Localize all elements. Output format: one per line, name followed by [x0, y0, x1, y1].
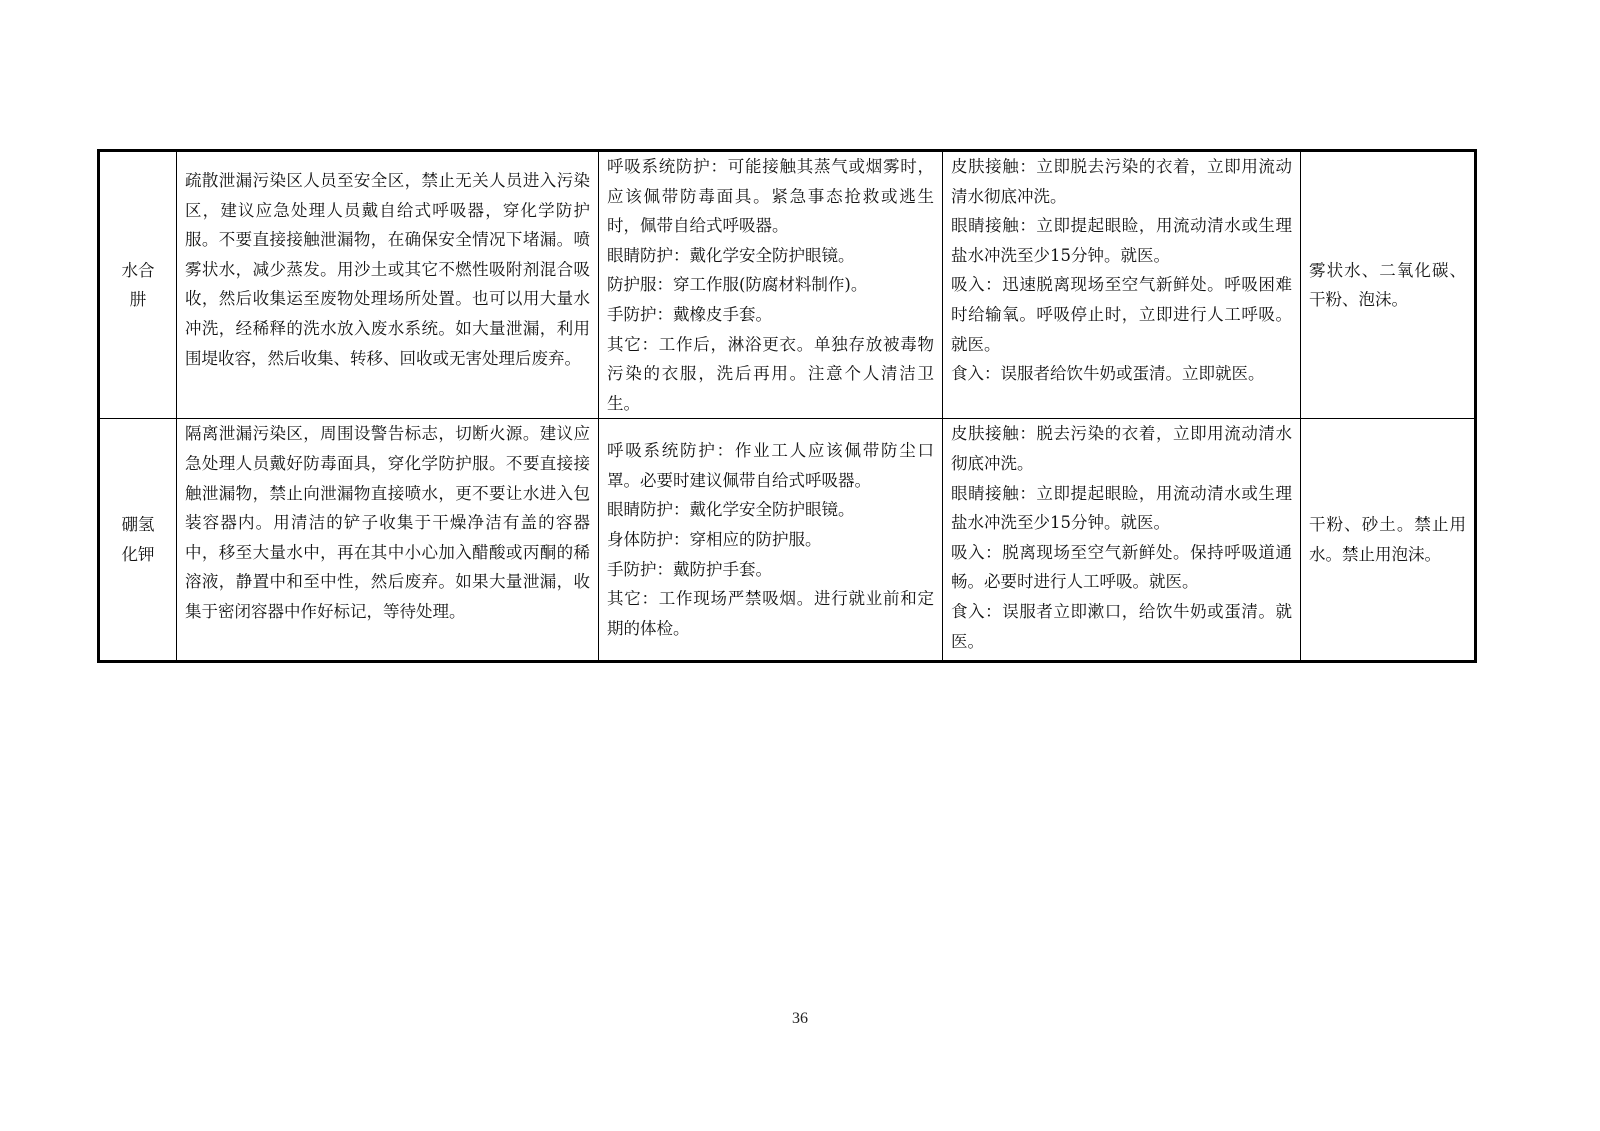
protection-item: 其它：工作现场严禁吸烟。进行就业前和定期的体检。 — [607, 589, 934, 638]
chemical-name-cell — [99, 419, 177, 662]
protection-item: 呼吸系统防护：作业工人应该佩带防尘口罩。必要时建议佩带自给式呼吸器。 — [607, 441, 934, 490]
table-row — [99, 419, 1476, 662]
protection-cell — [599, 151, 943, 419]
extinguish-text: 干粉、砂土。禁止用水。禁止用泡沫。 — [1309, 515, 1466, 564]
spill-response-cell — [177, 151, 599, 419]
page-number: 36 — [792, 1010, 808, 1027]
spill-response-text: 疏散泄漏污染区人员至安全区，禁止无关人员进入污染区，建议应急处理人员戴自给式呼吸器，穿化学防护服。不要直接接触泄漏物，在确保安全情况下堵漏。喷雾状水，减少蒸发。用沙土或其它不燃性吸附剂混合吸收，然后收集运至废物处理场所处置。也可以用大量水冲洗，经稀释的洗水放入废水系统。如大量泄漏，利用围堤收容，然后收集、转移、回收或无害处理后废弃。 — [185, 171, 590, 368]
extinguish-cell — [1301, 151, 1476, 419]
protection-item: 其它：工作后，淋浴更衣。单独存放被毒物污染的衣服，洗后再用。注意个人清洁卫生。 — [607, 334, 934, 413]
protection-item: 手防护：戴橡皮手套。 — [607, 304, 772, 324]
protection-item: 眼睛防护：戴化学安全防护眼镜。 — [607, 245, 855, 265]
hazard-table — [97, 149, 1477, 663]
first-aid-cell — [943, 151, 1301, 419]
first-aid-item: 食入：误服者给饮牛奶或蛋清。立即就医。 — [951, 364, 1265, 384]
first-aid-item: 眼睛接触：立即提起眼睑，用流动清水或生理盐水冲洗至少15分钟。就医。 — [951, 216, 1292, 265]
first-aid-item: 眼睛接触：立即提起眼睑，用流动清水或生理盐水冲洗至少15分钟。就医。 — [951, 483, 1292, 533]
protection-item: 手防护：戴防护手套。 — [607, 559, 772, 579]
chemical-name-cell — [99, 151, 177, 419]
extinguish-cell — [1301, 419, 1476, 662]
first-aid-item: 吸入：脱离现场至空气新鲜处。保持呼吸道通畅。必要时进行人工呼吸。就医。 — [951, 542, 1292, 592]
protection-item: 眼睛防护：戴化学安全防护眼镜。 — [607, 500, 855, 520]
protection-item: 防护服：穿工作服(防腐材料制作)。 — [607, 275, 868, 295]
first-aid-item: 食入：误服者立即漱口，给饮牛奶或蛋清。就医。 — [951, 601, 1292, 651]
chemical-name: 水合肼 — [121, 260, 155, 310]
chemical-name: 硼氢化钾 — [121, 515, 155, 564]
first-aid-item: 皮肤接触：脱去污染的衣着，立即用流动清水彻底冲洗。 — [951, 424, 1292, 473]
spill-response-cell — [177, 419, 599, 662]
protection-cell — [599, 419, 943, 662]
spill-response-text: 隔离泄漏污染区，周围设警告标志，切断火源。建议应急处理人员戴好防毒面具，穿化学防护服。不要直接接触泄漏物，禁止向泄漏物直接喷水，更不要让水进入包装容器内。用清洁的铲子收集于干燥净洁有盖的容器中，移至大量水中，再在其中小心加入醋酸或丙酮的稀溶液，静置中和至中性，然后废弃。如果大量泄漏，收集于密闭容器中作好标记，等待处理。 — [185, 424, 590, 621]
protection-item: 身体防护：穿相应的防护服。 — [607, 530, 822, 550]
extinguish-text: 雾状水、二氧化碳、干粉、泡沫。 — [1309, 260, 1466, 310]
first-aid-item: 吸入：迅速脱离现场至空气新鲜处。呼吸困难时给输氧。呼吸停止时，立即进行人工呼吸。就医。 — [951, 275, 1292, 354]
first-aid-cell — [943, 419, 1301, 662]
first-aid-item: 皮肤接触：立即脱去污染的衣着，立即用流动清水彻底冲洗。 — [951, 157, 1292, 206]
table-row — [99, 151, 1476, 419]
protection-item: 呼吸系统防护：可能接触其蒸气或烟雾时，应该佩带防毒面具。紧急事态抢救或逃生时，佩带自给式呼吸器。 — [607, 157, 934, 236]
